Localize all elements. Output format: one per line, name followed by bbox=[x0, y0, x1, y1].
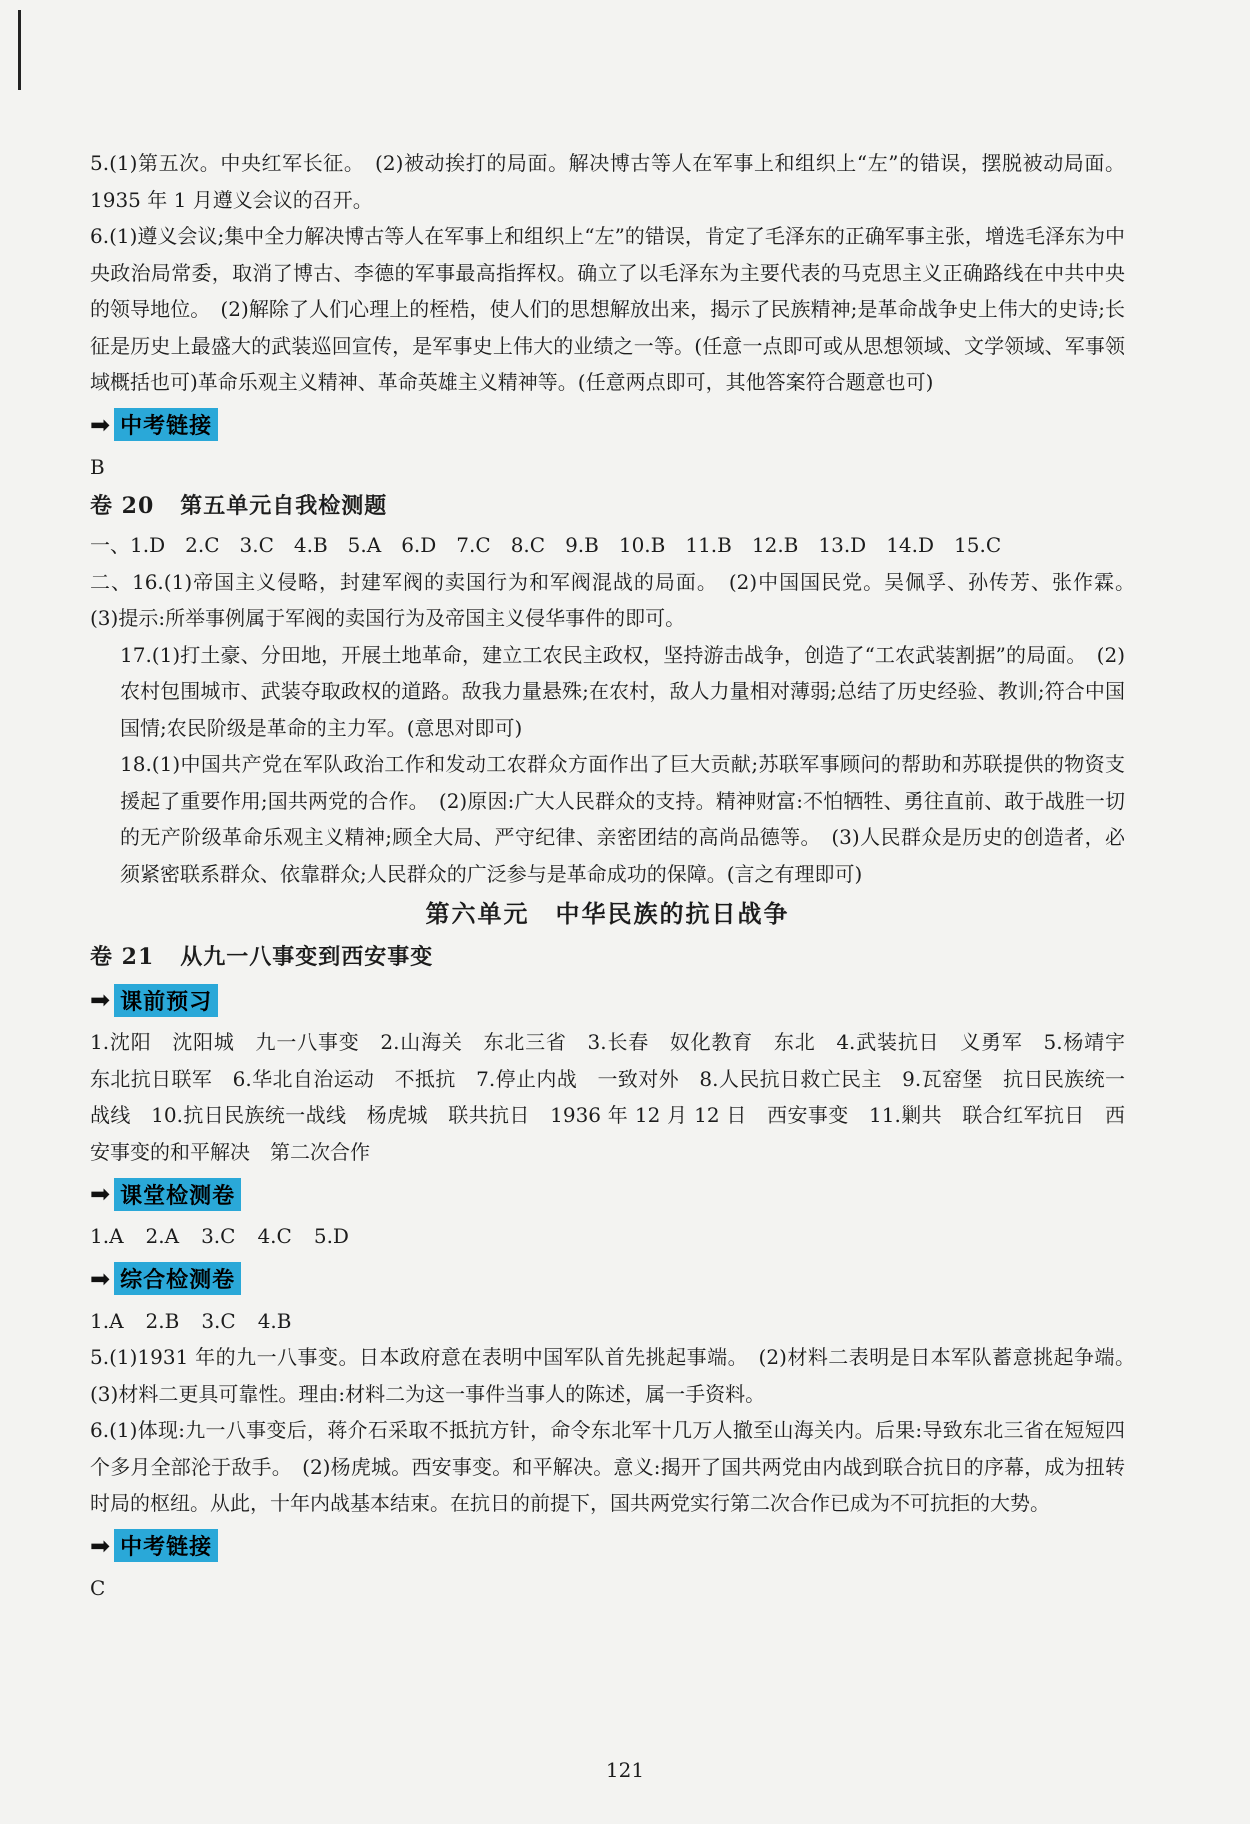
juan20-q18: 18.(1)中国共产党在军队政治工作和发动工农群众方面作出了巨大贡献;苏联军事顾问的帮助和苏联提供的物资支援起了重要作用;国共两党的合作。 (2)原因:广大人民群众的支持。精神财富:不怕牺牲、勇往直前、敢于战胜一切的无产阶级革命乐观主义精神;顾全大局、严守纪律、亲密团结的高尚品德等。 (3)人民群众是历史的创造者，必须紧密联系群众、依靠群众;人民群众的广泛参与是革命成功的保障。(言之有理即可) bbox=[120, 752, 1125, 886]
unit6-title: 第六单元 中华民族的抗日战争 bbox=[425, 899, 790, 928]
page-number: 121 bbox=[605, 1758, 645, 1782]
juan20-q16: 二、16.(1)帝国主义侵略，封建军阀的卖国行为和军阀混战的局面。 (2)中国国民党。吴佩孚、孙传芳、张作霖。 (3)提示:所举事例属于军阀的卖国行为及帝国主义侵华事件的即可。 bbox=[90, 569, 1145, 630]
arrow-right-icon: ➡ bbox=[90, 986, 111, 1014]
arrow-right-icon: ➡ bbox=[90, 1264, 111, 1293]
juan20-part1: 一、1.D 2.C 3.C 4.B 5.A 6.D 7.C 8.C 9.B 10.B 11.B 12.B 13.D 14.D 15.C bbox=[90, 533, 1002, 557]
section-header-zhongkao-2 bbox=[90, 1524, 1125, 1568]
arrow-right-icon: ➡ bbox=[90, 1531, 111, 1560]
binding-line bbox=[18, 10, 21, 90]
answer-item: 1.A bbox=[90, 1308, 124, 1333]
juan20-q17: 17.(1)打土豪、分田地，开展土地革命，建立工农民主政权，坚持游击战争，创造了“工农武装割据”的局面。 (2)农村包围城市、武装夺取政权的道路。敌我力量悬殊;在农村，敌人力量相对薄弱;总结了历史经验、教训;符合中国国情;农民阶级是革命的主力军。(意思对即可) bbox=[120, 642, 1125, 740]
section-header-comprehensive bbox=[90, 1257, 1125, 1301]
zhongkao-answer-1: B bbox=[90, 454, 105, 479]
class-test-answers bbox=[90, 1218, 1125, 1255]
comprehensive-answers bbox=[90, 1303, 1125, 1340]
section-tag: 课前预习 bbox=[114, 984, 218, 1017]
section-tag: 中考链接 bbox=[114, 408, 218, 441]
answer-q5-top: 5.(1)第五次。中央红军长征。 (2)被动挨打的局面。解决博古等人在军事上和组织上“左”的错误，摆脱被动局面。1935 年 1 月遵义会议的召开。 bbox=[90, 151, 1125, 212]
juan21-title: 从九一八事变到西安事变 bbox=[180, 944, 434, 970]
zhongkao-answer-2: C bbox=[90, 1575, 106, 1600]
answer-q6-top: 6.(1)遵义会议;集中全力解决博古等人在军事上和组织上“左”的错误，肯定了毛泽东的正确军事主张，增选毛泽东为中央政治局常委，取消了博古、李德的军事最高指挥权。确立了以毛泽东为主要代表的马克思主义正确路线在中共中央的领导地位。 (2)解除了人们心理上的桎梏，使人们的思想解放出来，揭示了民族精神;是革命战争史上伟大的史诗;长征是历史上最盛大的武装巡回宣传，是军事史上伟大的业绩之一等。(任意一点即可或从思想领域、文学领域、军事领域概括也可)革命乐观主义精神、革命英雄主义精神等。(任意两点即可，其他答案符合题意也可) bbox=[90, 224, 1125, 394]
section-tag: 课堂检测卷 bbox=[114, 1178, 241, 1211]
juan21-q5: 5.(1)1931 年的九一八事变。日本政府意在表明中国军队首先挑起事端。 (2)材料二表明是日本军队蓄意挑起争端。 (3)材料二更具可靠性。理由:材料二为这一事件当事人的陈述，属一手资料。 bbox=[90, 1345, 1145, 1406]
preview-answers: 1.沈阳 沈阳城 九一八事变 2.山海关 东北三省 3.长春 奴化教育 东北 4.武装抗日 义勇军 5.杨靖宇 东北抗日联军 6.华北自治运动 不抵抗 7.停止内战 一致对外 8.人民抗日救亡民主 9.瓦窑堡 抗日民族统一战线 10.抗日民族统一战线 杨虎城 联共抗日 1936 年 12 月 12 日 西安事变 11.剿共 联合红军抗日 西安事变的和平解决 第二次合作 bbox=[90, 1030, 1145, 1164]
answer-item: 1.A bbox=[90, 1224, 124, 1248]
arrow-right-icon: ➡ bbox=[90, 410, 111, 439]
answer-item: 3.C bbox=[201, 1224, 236, 1248]
juan20-heading bbox=[90, 487, 1125, 525]
answer-item: 4.C bbox=[257, 1224, 292, 1248]
arrow-right-icon: ➡ bbox=[90, 1180, 111, 1208]
answer-item: 4.B bbox=[257, 1308, 292, 1333]
section-tag: 综合检测卷 bbox=[114, 1262, 241, 1295]
answer-item: 2.B bbox=[145, 1308, 180, 1333]
answer-item: 5.D bbox=[313, 1224, 349, 1248]
section-header-class-test bbox=[90, 1172, 1125, 1216]
juan21-heading bbox=[90, 938, 1125, 976]
answer-item: 3.C bbox=[201, 1308, 236, 1333]
section-header-zhongkao-1 bbox=[90, 403, 1125, 447]
juan21-number: 卷 21 bbox=[90, 944, 155, 970]
section-tag: 中考链接 bbox=[114, 1529, 218, 1562]
juan20-number: 卷 20 bbox=[90, 493, 155, 519]
juan21-q6: 6.(1)体现:九一八事变后，蒋介石采取不抵抗方针，命令东北军十几万人撤至山海关内。后果:导致东北三省在短短四个多月全部沦于敌手。 (2)杨虎城。西安事变。和平解决。意义:揭开了国共两党由内战到联合抗日的序幕，成为扭转时局的枢纽。从此，十年内战基本结束。在抗日的前提下，国共两党实行第二次合作已成为不可抗拒的大势。 bbox=[90, 1418, 1125, 1515]
page-content bbox=[90, 145, 1145, 1606]
juan20-title: 第五单元自我检测题 bbox=[180, 493, 388, 519]
answer-item: 2.A bbox=[145, 1224, 180, 1248]
section-header-preview bbox=[90, 978, 1125, 1022]
